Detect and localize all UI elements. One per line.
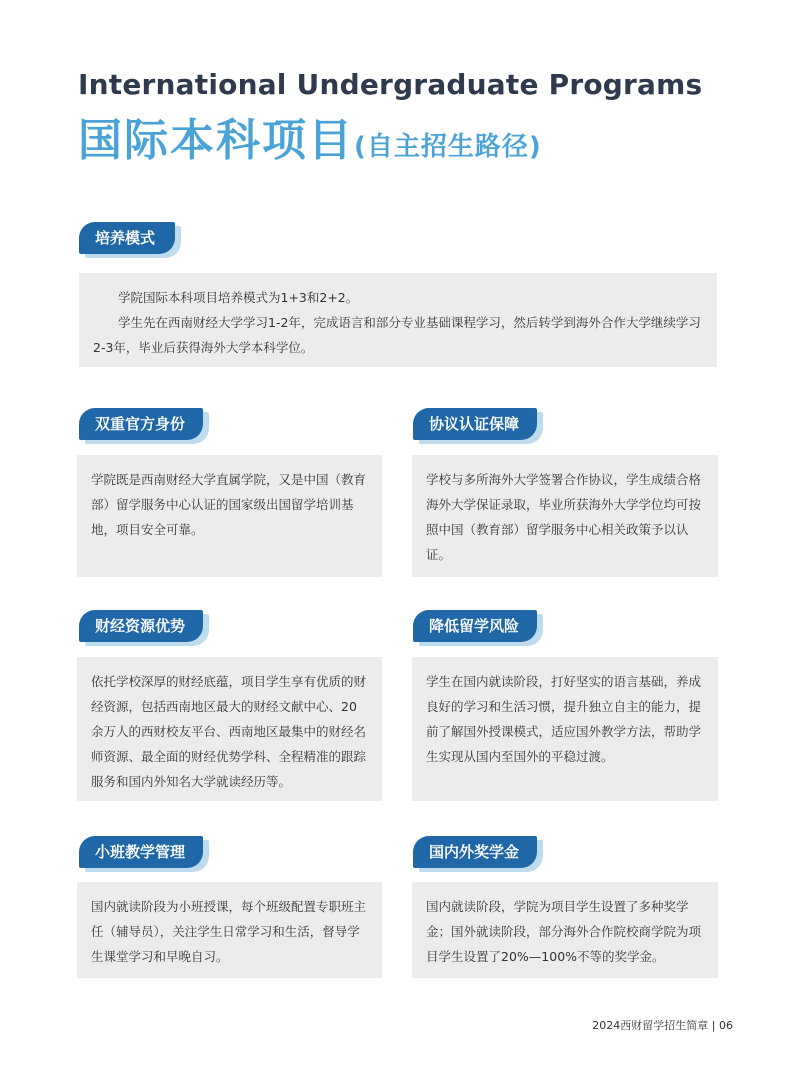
section-heading-reduce-risk: 降低留学风险	[413, 610, 537, 642]
section-tag-scholarship	[413, 836, 537, 868]
page-title-chinese	[78, 104, 542, 168]
section-tag-training-mode	[79, 222, 175, 254]
agreement-guarantee-box	[412, 455, 718, 577]
training-mode-paragraph-2: 学生先在西南财经大学学习1-2年，完成语言和部分专业基础课程学习，然后转学到海外合作大学继续学习2-3年，毕业后获得海外大学本科学位。	[93, 315, 701, 355]
reduce-risk-box	[412, 657, 718, 801]
agreement-guarantee-text: 学校与多所海外大学签署合作协议，学生成绩合格海外大学保证录取，毕业所获海外大学学位均可按照中国（教育部）留学服务中心相关政策予以认证。	[426, 472, 702, 562]
finance-resources-text: 依托学校深厚的财经底蕴，项目学生享有优质的财经资源，包括西南地区最大的财经文献中心、20余万人的西财校友平台、西南地区最集中的财经名师资源、最全面的财经优势学科、全程精准的跟踪服务和国内外知名大学就读经历等。	[91, 674, 367, 789]
page-title-english: International Undergraduate Programs	[78, 68, 703, 101]
section-heading-scholarship: 国内外奖学金	[413, 836, 537, 868]
scholarship-box	[412, 882, 718, 978]
dual-identity-text: 学院既是西南财经大学直属学院，又是中国（教育部）留学服务中心认证的国家级出国留学培训基地，项目安全可靠。	[91, 472, 367, 537]
section-heading-training-mode: 培养模式	[79, 222, 175, 254]
section-heading-finance-resources: 财经资源优势	[79, 610, 203, 642]
section-heading-dual-identity: 双重官方身份	[79, 408, 203, 440]
reduce-risk-text: 学生在国内就读阶段，打好坚实的语言基础，养成良好的学习和生活习惯，提升独立自主的能力，提前了解国外授课模式，适应国外教学方法，帮助学生实现从国内至国外的平稳过渡。	[426, 674, 702, 764]
training-mode-box	[79, 273, 717, 367]
small-class-text: 国内就读阶段为小班授课，每个班级配置专职班主任（辅导员），关注学生日常学习和生活，督导学生课堂学习和早晚自习。	[91, 899, 367, 964]
section-tag-agreement-guarantee	[413, 408, 537, 440]
dual-identity-box	[77, 455, 382, 577]
section-tag-dual-identity	[79, 408, 203, 440]
page-title-subtitle: (自主招生路径)	[354, 132, 542, 162]
page-footer: 2024西财留学招生简章 | 06	[592, 1019, 733, 1032]
section-tag-small-class	[79, 836, 203, 868]
finance-resources-box	[77, 657, 382, 801]
page-title-main: 国际本科项目	[78, 115, 354, 166]
section-tag-reduce-risk	[413, 610, 537, 642]
section-tag-finance-resources	[79, 610, 203, 642]
section-heading-small-class: 小班教学管理	[79, 836, 203, 868]
scholarship-text: 国内就读阶段，学院为项目学生设置了多种奖学金；国外就读阶段，部分海外合作院校商学院为项目学生设置了20%—100%不等的奖学金。	[426, 899, 702, 964]
training-mode-paragraph-1: 学院国际本科项目培养模式为1+3和2+2。	[118, 290, 359, 305]
section-heading-agreement-guarantee: 协议认证保障	[413, 408, 537, 440]
small-class-box	[77, 882, 382, 978]
